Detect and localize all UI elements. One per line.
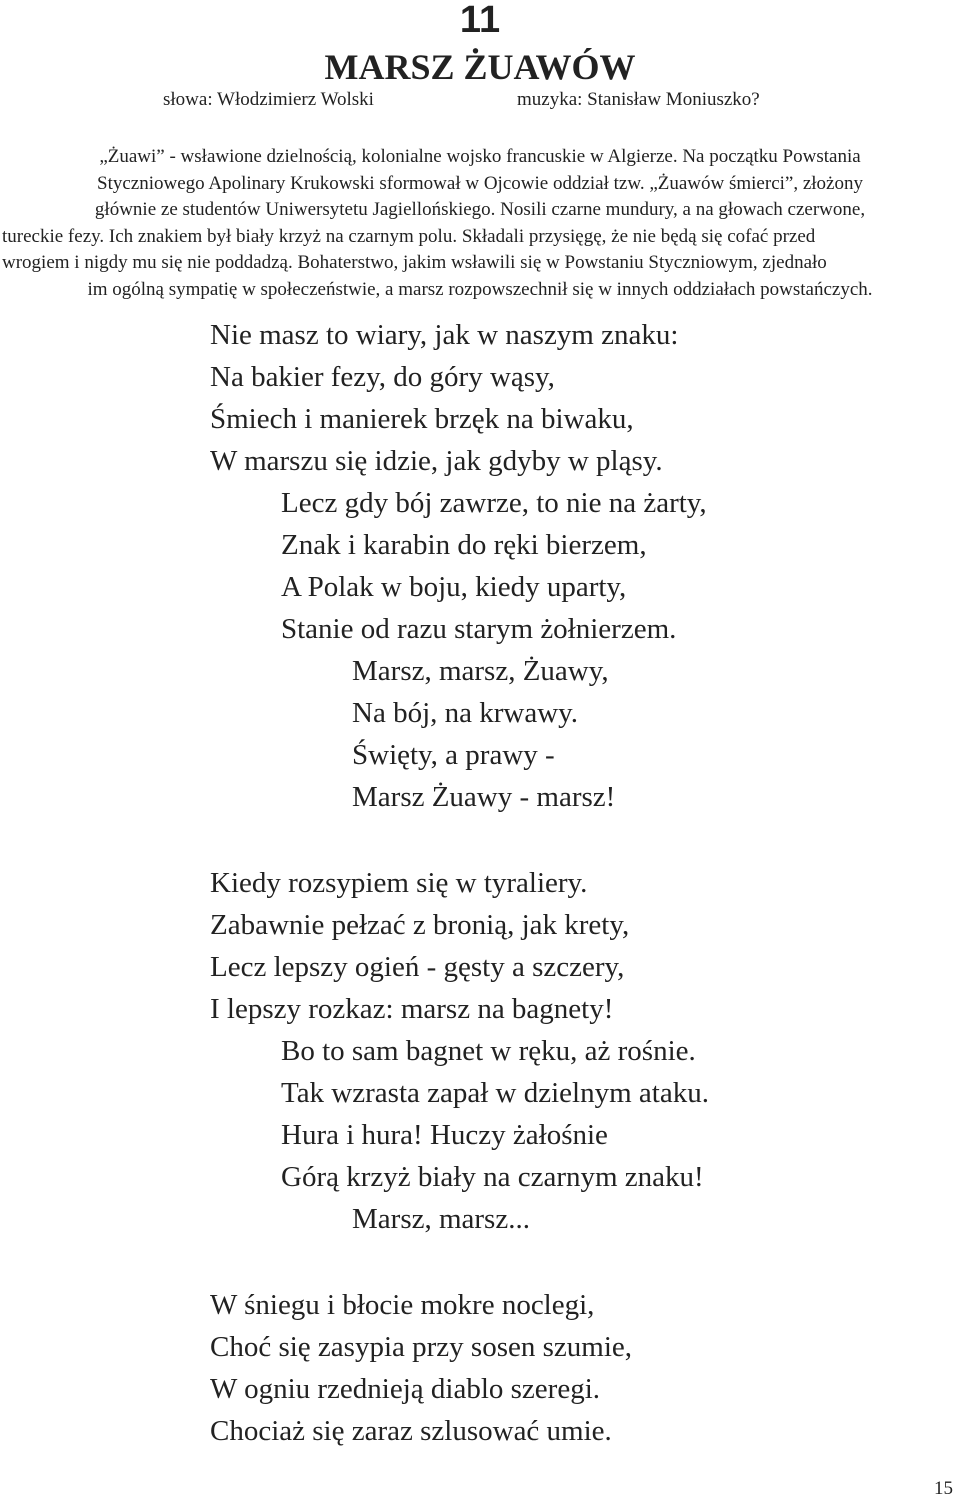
verse-line: Zabawnie pełzać z bronią, jak krety,: [210, 909, 630, 941]
music-credit: muzyka: Stanisław Moniuszko?: [517, 89, 760, 110]
verse-line: Hura i hura! Huczy żałośnie: [281, 1119, 608, 1151]
song-title: MARSZ ŻUAWÓW: [324, 47, 636, 87]
song-number: 11: [459, 0, 501, 41]
verse-line: I lepszy rozkaz: marsz na bagnety!: [210, 993, 614, 1025]
verse-line: Lecz gdy bój zawrze, to nie na żarty,: [281, 487, 707, 519]
verse-line: Chociaż się zaraz szlusować umie.: [210, 1415, 612, 1447]
verse-line: Śmiech i manierek brzęk na biwaku,: [210, 403, 634, 435]
verse-line: W ogniu rzednieją diablo szeregi.: [210, 1373, 601, 1405]
verse-line: A Polak w boju, kiedy uparty,: [281, 571, 627, 603]
refrain-line: Na bój, na krwawy.: [352, 697, 579, 729]
refrain-line: Marsz, marsz, Żuawy,: [352, 655, 609, 687]
lyrics-credit: słowa: Włodzimierz Wolski: [163, 89, 374, 110]
intro-line: im ogólną sympatię w społeczeństwie, a marsz rozpowszechnił się w innych oddziałach powstańczych.: [87, 278, 873, 300]
intro-line: tureckie fezy. Ich znakiem był biały krzyż na czarnym polu. Składali przysięgę, że nie będą się cofać przed: [2, 225, 816, 247]
verse-line: Kiedy rozsypiem się w tyraliery.: [210, 867, 588, 899]
verse-line: Choć się zasypia przy sosen szumie,: [210, 1331, 633, 1363]
verse-line: W śniegu i błocie mokre noclegi,: [210, 1289, 595, 1321]
intro-paragraph: [0, 144, 960, 303]
verse-line: Nie masz to wiary, jak w naszym znaku:: [210, 319, 679, 351]
verse-line: Stanie od razu starym żołnierzem.: [281, 613, 677, 645]
intro-line: „Żuawi” - wsławione dzielnością, kolonialne wojsko francuskie w Algierze. Na początku Powstania: [99, 146, 861, 167]
verse-line: Bo to sam bagnet w ręku, aż rośnie.: [281, 1035, 696, 1067]
verse-line: Górą krzyż biały na czarnym znaku!: [281, 1161, 704, 1193]
refrain-line: Marsz Żuawy - marsz!: [352, 781, 616, 813]
verse-line: W marszu się idzie, jak gdyby w pląsy.: [210, 445, 663, 477]
intro-line: wrogiem i nigdy mu się nie poddadzą. Bohaterstwo, jakim wsławili się w Powstaniu Styczniowym, zjednało: [2, 252, 827, 273]
verse-line: Na bakier fezy, do góry wąsy,: [210, 361, 555, 393]
refrain-line: Marsz, marsz...: [352, 1203, 530, 1235]
verse-line: Tak wzrasta zapał w dzielnym ataku.: [281, 1077, 709, 1109]
verse-line: Znak i karabin do ręki bierzem,: [281, 529, 647, 561]
page-number: 15: [934, 1478, 953, 1499]
intro-line: Styczniowego Apolinary Krukowski sformował w Ojcowie oddział tzw. „Żuawów śmierci”, złożony: [97, 172, 863, 194]
intro-line: głównie ze studentów Uniwersytetu Jagiellońskiego. Nosili czarne mundury, a na głowach czerwone,: [94, 199, 866, 220]
verse-line: Lecz lepszy ogień - gęsty a szczery,: [210, 951, 625, 983]
refrain-line: Święty, a prawy -: [352, 739, 555, 771]
